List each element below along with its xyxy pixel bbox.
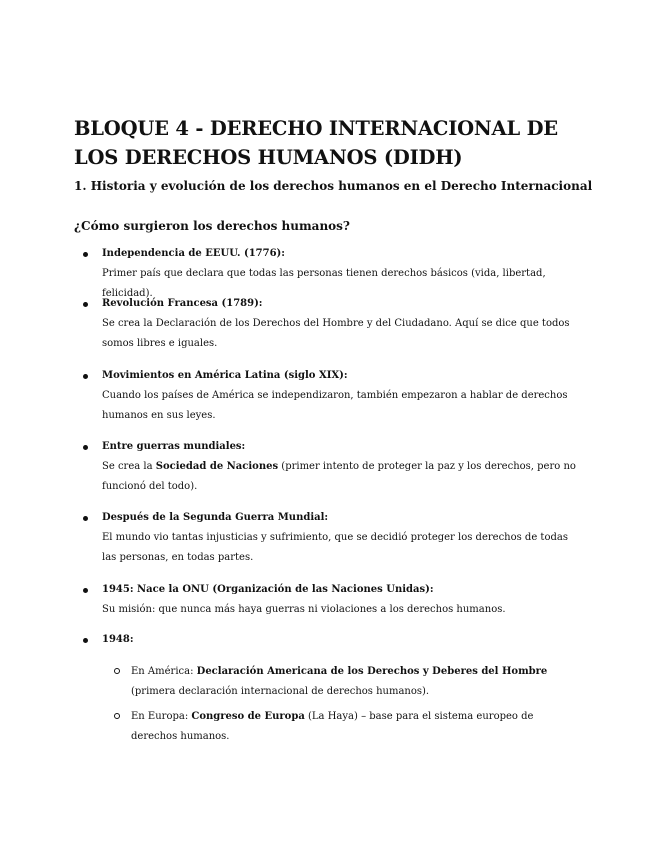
item-heading: Revolución Francesa (1789): [102, 298, 263, 309]
item-text-post: (primer intento de proteger la paz y los derechos, pero no funcionó del todo). [102, 461, 576, 492]
item-text-bold: Sociedad de Naciones [155, 461, 279, 472]
bullet-icon [83, 252, 88, 257]
bullet-icon [83, 445, 88, 450]
circle-bullet-icon [114, 668, 120, 674]
item-text: El mundo vio tantas injusticias y sufrimiento, que se decidió proteger los derechos de todas las personas, en todas partes. [102, 532, 568, 563]
bullet-icon [83, 638, 88, 643]
item-heading: Entre guerras mundiales: [102, 441, 246, 452]
sub-item-post: (primera declaración internacional de derechos humanos). [131, 686, 430, 697]
item-text [102, 457, 582, 497]
bullet-icon [83, 374, 88, 379]
sub-list-item [131, 707, 571, 747]
sub-item-pre: En Europa: [131, 711, 192, 722]
list-item [102, 294, 582, 354]
section-heading: 1. Historia y evolución de los derechos humanos en el Derecho Internacional [74, 179, 593, 193]
sub-list-item [131, 662, 571, 702]
list-item [102, 366, 582, 426]
circle-bullet-icon [114, 713, 120, 719]
sub-item-pre: En América: [131, 666, 197, 677]
question-heading: ¿Cómo surgieron los derechos humanos? [74, 219, 350, 233]
item-heading: Movimientos en América Latina (siglo XIX): [102, 370, 348, 381]
sub-item-bold: Declaración Americana de los Derechos y Deberes del Hombre [196, 666, 548, 677]
bullet-icon [83, 588, 88, 593]
item-heading: Después de la Segunda Guerra Mundial: [102, 512, 329, 523]
item-heading: 1948: [102, 634, 134, 645]
document-title: BLOQUE 4 - DERECHO INTERNACIONAL DE LOS DERECHOS HUMANOS (DIDH) [74, 117, 558, 169]
item-heading: 1945: Nace la ONU (Organización de las Naciones Unidas): [102, 584, 434, 595]
list-item [102, 437, 582, 497]
list-item [102, 508, 582, 568]
list-item [102, 580, 582, 620]
list-item [102, 630, 582, 650]
item-text: Su misión: que nunca más haya guerras ni violaciones a los derechos humanos. [102, 604, 506, 615]
bullet-icon [83, 516, 88, 521]
item-text-pre: Se crea la [102, 461, 156, 472]
item-text: Se crea la Declaración de los Derechos del Hombre y del Ciudadano. Aquí se dice que todos somos libres e iguales. [102, 318, 570, 349]
item-heading: Independencia de EEUU. (1776): [102, 248, 285, 259]
sub-item-bold: Congreso de Europa [191, 711, 305, 722]
sub-item-post: (La Haya) – base para el sistema europeo de derechos humanos. [131, 711, 534, 742]
item-text: Cuando los países de América se independizaron, también empezaron a hablar de derechos humanos en sus leyes. [102, 390, 568, 421]
item-text: Primer país que declara que todas las personas tienen derechos básicos (vida, libertad, felicidad). [102, 268, 546, 299]
bullet-icon [83, 302, 88, 307]
